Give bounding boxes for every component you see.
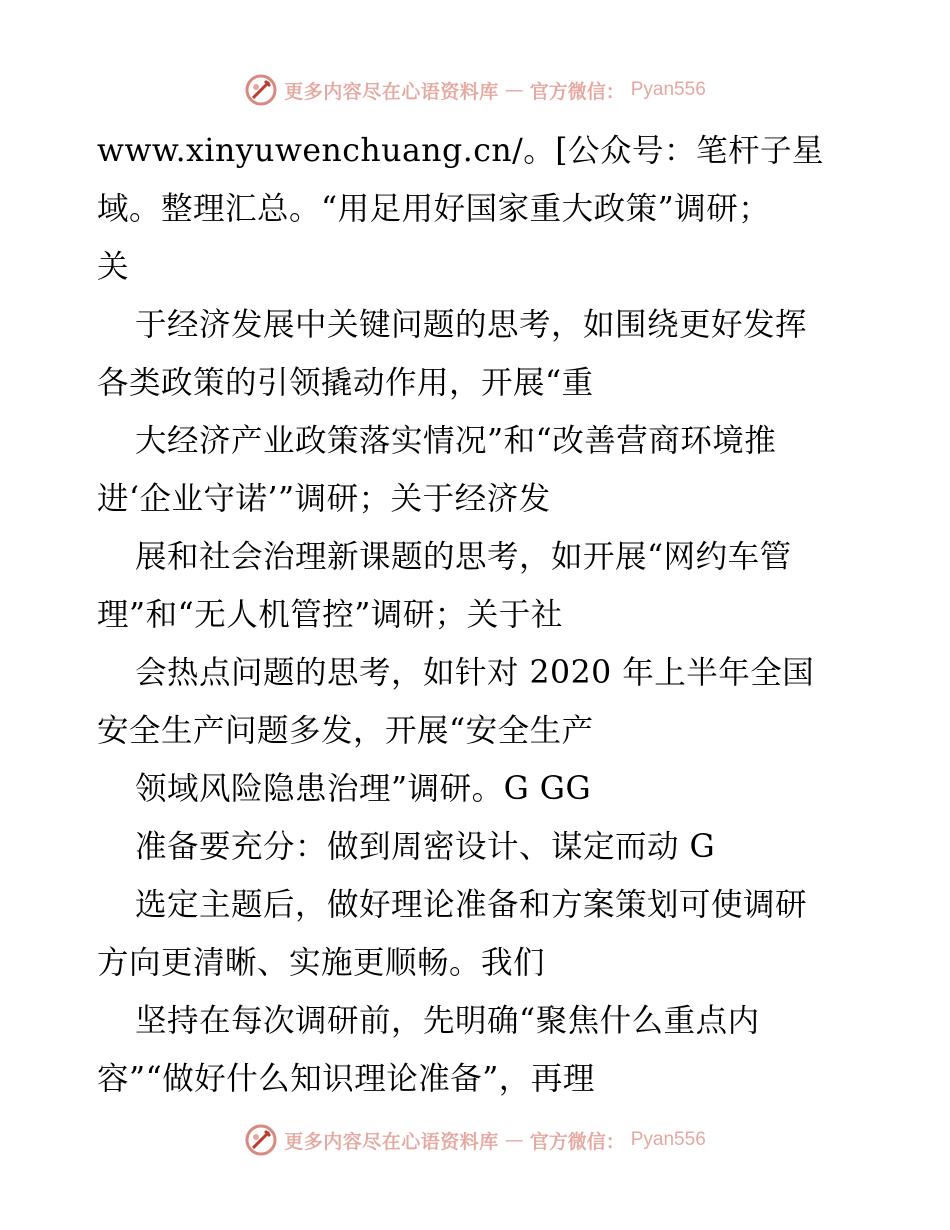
text-line: 容”“做好什么知识理论准备”，再理 bbox=[97, 1061, 595, 1097]
text-line: 关 bbox=[97, 249, 130, 285]
text-line: 展和社会治理新课题的思考，如开展“网约车管 bbox=[135, 539, 792, 575]
text-line: 理”和“无人机管控”调研；关于社 bbox=[97, 597, 563, 633]
text-line: 域。整理汇总。“用足用好国家重大政策”调研； bbox=[97, 191, 771, 227]
banner-dash: — bbox=[504, 79, 524, 101]
text-line: 领域风险隐患治理”调研。G GG bbox=[135, 771, 592, 807]
banner-dash: — bbox=[504, 1129, 524, 1151]
banner-wechat-label: 官方微信： bbox=[529, 1130, 625, 1153]
text-line: 各类政策的引领撬动作用，开展“重 bbox=[97, 365, 594, 401]
banner-wechat-id: Pyan556 bbox=[630, 1129, 706, 1150]
banner-text: 更多内容尽在心语资料库 bbox=[284, 80, 499, 103]
text-line: 进‘企业守诺’”调研；关于经济发 bbox=[97, 481, 551, 517]
banner-text: 更多内容尽在心语资料库 bbox=[284, 1130, 499, 1153]
banner-wechat-id: Pyan556 bbox=[630, 79, 706, 100]
brand-logo-icon bbox=[244, 73, 278, 107]
text-line: 方向更清晰、实施更顺畅。我们 bbox=[97, 945, 546, 981]
text-line: 坚持在每次调研前，先明确“聚焦什么重点内 bbox=[135, 1003, 760, 1039]
text-line: 安全生产问题多发，开展“安全生产 bbox=[97, 713, 594, 749]
document-body bbox=[97, 122, 857, 1108]
text-line: 大经济产业政策落实情况”和“改善营商环境推 bbox=[135, 423, 777, 459]
text-line: 选定主题后，做好理论准备和方案策划可使调研 bbox=[135, 887, 808, 923]
text-line: 准备要充分：做到周密设计、谋定而动 G bbox=[135, 829, 716, 865]
banner-wechat-label: 官方微信： bbox=[529, 80, 625, 103]
header-banner bbox=[0, 70, 950, 110]
footer-banner bbox=[0, 1120, 950, 1160]
brand-logo-icon bbox=[244, 1123, 278, 1157]
text-line: www.xinyuwenchuang.cn/。[公众号：笔杆子星 bbox=[97, 133, 825, 169]
text-line: 会热点问题的思考，如针对 2020 年上半年全国 bbox=[135, 655, 815, 691]
text-line: 于经济发展中关键问题的思考，如围绕更好发挥 bbox=[135, 307, 808, 343]
